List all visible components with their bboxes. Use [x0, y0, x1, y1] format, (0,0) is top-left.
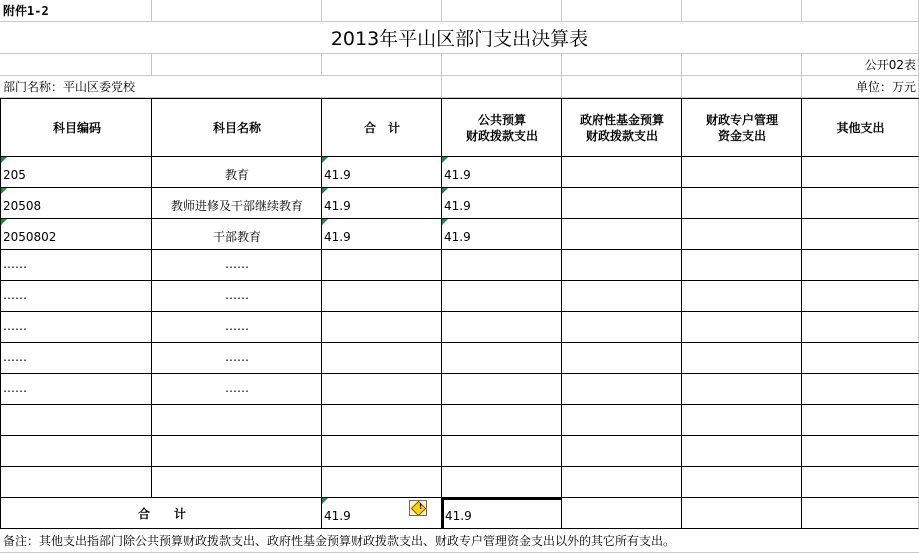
- cell-empty[interactable]: [322, 0, 442, 22]
- cell-special[interactable]: [682, 405, 802, 436]
- cell-code[interactable]: [0, 405, 152, 436]
- green-triangle-icon: [322, 219, 328, 225]
- cell-gov-fund[interactable]: [562, 219, 682, 250]
- green-triangle-icon: [1, 188, 7, 194]
- cell-gov-fund[interactable]: [562, 312, 682, 343]
- cell-empty[interactable]: [152, 54, 322, 76]
- cell-special[interactable]: [682, 219, 802, 250]
- cell-special[interactable]: [682, 343, 802, 374]
- header-special-line2: 资金支出: [717, 129, 766, 143]
- cell-total-value: 41.9: [324, 168, 351, 182]
- cell-total[interactable]: [322, 157, 442, 188]
- cell-other[interactable]: [802, 436, 919, 467]
- cell-gov-fund[interactable]: [562, 374, 682, 405]
- table-row: [0, 250, 919, 281]
- cell-total-value: 41.9: [324, 199, 351, 213]
- cell-code[interactable]: [0, 467, 152, 498]
- header-code-label: 科目编码: [52, 121, 101, 135]
- header-total[interactable]: [322, 99, 442, 157]
- cell-gov-fund[interactable]: [562, 405, 682, 436]
- cell-name[interactable]: [152, 188, 322, 219]
- header-special-line1: 财政专户管理: [705, 113, 778, 127]
- cell-code[interactable]: [0, 374, 152, 405]
- cell-name[interactable]: [152, 312, 322, 343]
- total-gov-fund-cell[interactable]: [562, 498, 682, 529]
- cell-empty[interactable]: [562, 76, 682, 98]
- table-row: [0, 374, 919, 405]
- cell-code-value: ……: [3, 288, 27, 302]
- cell-title[interactable]: [0, 22, 919, 54]
- cell-total[interactable]: [322, 281, 442, 312]
- cell-gov-fund[interactable]: [562, 343, 682, 374]
- table-row: [0, 343, 919, 374]
- cell-public[interactable]: [442, 157, 562, 188]
- cell-unit[interactable]: [802, 76, 919, 98]
- cell-special[interactable]: [682, 250, 802, 281]
- cell-other[interactable]: [802, 405, 919, 436]
- cell-other[interactable]: [802, 312, 919, 343]
- cell-public[interactable]: [442, 343, 562, 374]
- cell-code-value: ……: [3, 350, 27, 364]
- cell-empty[interactable]: [562, 0, 682, 22]
- table-total-row: [0, 498, 919, 529]
- cell-other[interactable]: [802, 281, 919, 312]
- cell-code[interactable]: [0, 281, 152, 312]
- page-title: 2013年平山区部门支出决算表: [330, 28, 589, 50]
- cell-other[interactable]: [802, 219, 919, 250]
- cell-total[interactable]: [322, 436, 442, 467]
- cell-total[interactable]: [322, 374, 442, 405]
- cell-footnote[interactable]: [0, 529, 919, 553]
- cell-code[interactable]: [0, 250, 152, 281]
- table-row: [0, 436, 919, 467]
- cell-name[interactable]: [152, 219, 322, 250]
- table-row: [0, 467, 919, 498]
- cell-gov-fund[interactable]: [562, 250, 682, 281]
- cell-public[interactable]: [442, 219, 562, 250]
- cell-public[interactable]: [442, 188, 562, 219]
- cell-gov-fund[interactable]: [562, 436, 682, 467]
- cell-empty[interactable]: [442, 0, 562, 22]
- header-public-budget[interactable]: [442, 99, 562, 157]
- table-header-row: [0, 98, 919, 157]
- cell-code-value: ……: [3, 381, 27, 395]
- cell-name-value: 教育: [224, 168, 249, 182]
- form-number: 公开02表: [864, 58, 916, 72]
- cell-empty[interactable]: [322, 76, 442, 98]
- green-triangle-icon: [322, 157, 328, 163]
- green-triangle-icon: [442, 219, 448, 225]
- header-other-label: 其他支出: [836, 121, 885, 135]
- table-row: [0, 281, 919, 312]
- cell-form-no[interactable]: [802, 54, 919, 76]
- cell-name-value: 干部教育: [212, 230, 261, 244]
- cell-total[interactable]: [322, 467, 442, 498]
- cell-empty[interactable]: [152, 0, 322, 22]
- table-row: [0, 157, 919, 188]
- header-total-label: 合 计: [363, 121, 400, 135]
- cell-code[interactable]: [0, 219, 152, 250]
- cell-public[interactable]: [442, 374, 562, 405]
- green-triangle-icon: [322, 498, 328, 504]
- table-row: [0, 405, 919, 436]
- header-gov-fund[interactable]: [562, 99, 682, 157]
- cell-special[interactable]: [682, 188, 802, 219]
- green-triangle-icon: [1, 157, 7, 163]
- header-public-budget-line2: 财政拨款支出: [465, 129, 538, 143]
- cell-total-value: 41.9: [324, 230, 351, 244]
- cell-name[interactable]: [152, 157, 322, 188]
- total-public-amount: 41.9: [445, 509, 472, 523]
- header-name[interactable]: [152, 99, 322, 157]
- cell-public[interactable]: [442, 281, 562, 312]
- footnote: 备注：其他支出指部门除公共预算财政拨款支出、政府性基金预算财政拨款支出、财政专户管理资金支出以外的其它所有支出。: [3, 534, 676, 548]
- cell-public[interactable]: [442, 312, 562, 343]
- header-public-budget-line1: 公共预算: [477, 113, 526, 127]
- cell-name[interactable]: [152, 343, 322, 374]
- cell-public[interactable]: [442, 250, 562, 281]
- row-form-no: [0, 54, 919, 76]
- cell-other[interactable]: [802, 157, 919, 188]
- cell-special[interactable]: [682, 374, 802, 405]
- cell-gov-fund[interactable]: [562, 467, 682, 498]
- header-gov-fund-line2: 财政拨款支出: [585, 129, 658, 143]
- table-row: [0, 188, 919, 219]
- department-name: 部门名称：平山区委党校: [3, 80, 136, 94]
- cell-code[interactable]: [0, 343, 152, 374]
- green-triangle-icon: [442, 157, 448, 163]
- cell-special[interactable]: [682, 436, 802, 467]
- total-amount-cell[interactable]: [322, 498, 442, 529]
- unit-label: 单位：万元: [855, 80, 916, 94]
- cell-name-value: 教师进修及干部继续教育: [170, 199, 303, 213]
- cell-public-value: 41.9: [444, 168, 471, 182]
- cell-total[interactable]: [322, 405, 442, 436]
- total-other-cell[interactable]: [802, 498, 919, 529]
- cell-name-value: ……: [225, 319, 249, 333]
- cell-attachment[interactable]: [0, 0, 152, 22]
- cell-total[interactable]: [322, 188, 442, 219]
- header-gov-fund-line1: 政府性基金预算: [579, 113, 664, 127]
- header-other[interactable]: [802, 99, 919, 157]
- cell-other[interactable]: [802, 374, 919, 405]
- cell-name[interactable]: [152, 250, 322, 281]
- cell-dept[interactable]: [0, 76, 322, 98]
- row-dept: [0, 76, 919, 98]
- cell-empty[interactable]: [682, 54, 802, 76]
- cell-name[interactable]: [152, 405, 322, 436]
- cell-empty[interactable]: [802, 0, 919, 22]
- total-amount: 41.9: [324, 509, 351, 523]
- cell-special[interactable]: [682, 157, 802, 188]
- cell-public[interactable]: [442, 405, 562, 436]
- total-special-cell[interactable]: [682, 498, 802, 529]
- header-name-label: 科目名称: [212, 121, 261, 135]
- cell-empty[interactable]: [0, 54, 152, 76]
- cell-code[interactable]: [0, 188, 152, 219]
- total-label: 合 计: [137, 507, 186, 521]
- cell-empty[interactable]: [322, 54, 442, 76]
- row-title: [0, 22, 919, 54]
- cell-gov-fund[interactable]: [562, 188, 682, 219]
- table-row: [0, 312, 919, 343]
- row-attachment: [0, 0, 919, 22]
- cell-empty[interactable]: [682, 76, 802, 98]
- cell-name-value: ……: [225, 257, 249, 271]
- cell-code[interactable]: [0, 436, 152, 467]
- warning-diamond-icon[interactable]: !: [409, 500, 427, 516]
- header-special-account[interactable]: [682, 99, 802, 157]
- cell-special[interactable]: [682, 281, 802, 312]
- cell-code[interactable]: [0, 157, 152, 188]
- table-row: [0, 219, 919, 250]
- green-triangle-icon: [442, 188, 448, 194]
- cell-special[interactable]: [682, 312, 802, 343]
- cell-total[interactable]: [322, 343, 442, 374]
- cell-public[interactable]: [442, 467, 562, 498]
- cell-other[interactable]: [802, 250, 919, 281]
- cell-public-value: 41.9: [444, 230, 471, 244]
- green-triangle-icon: [322, 188, 328, 194]
- cell-other[interactable]: [802, 343, 919, 374]
- row-footnote: [0, 529, 919, 553]
- cell-name-value: ……: [225, 288, 249, 302]
- cell-name[interactable]: [152, 436, 322, 467]
- cell-name-value: ……: [225, 381, 249, 395]
- cell-name-value: ……: [225, 350, 249, 364]
- cell-empty[interactable]: [442, 54, 562, 76]
- cell-name[interactable]: [152, 374, 322, 405]
- cell-public-value: 41.9: [444, 199, 471, 213]
- cell-total[interactable]: [322, 219, 442, 250]
- cell-code-value: ……: [3, 257, 27, 271]
- cell-other[interactable]: [802, 188, 919, 219]
- cell-code-value: 2050802: [3, 230, 57, 244]
- cell-special[interactable]: [682, 467, 802, 498]
- attachment-label: 附件1-2: [3, 4, 49, 18]
- cell-empty[interactable]: [682, 0, 802, 22]
- cell-code[interactable]: [0, 312, 152, 343]
- cell-public[interactable]: [442, 436, 562, 467]
- green-triangle-icon: [1, 219, 7, 225]
- total-public-cell[interactable]: [442, 498, 562, 529]
- cell-total[interactable]: [322, 312, 442, 343]
- cell-gov-fund[interactable]: [562, 281, 682, 312]
- cell-code-value: 205: [3, 168, 26, 182]
- cell-empty[interactable]: [562, 54, 682, 76]
- header-code[interactable]: [0, 99, 152, 157]
- total-label-cell[interactable]: [0, 498, 322, 529]
- cell-empty[interactable]: [442, 76, 562, 98]
- cell-gov-fund[interactable]: [562, 157, 682, 188]
- cell-code-value: ……: [3, 319, 27, 333]
- cell-name[interactable]: [152, 467, 322, 498]
- cell-other[interactable]: [802, 467, 919, 498]
- cell-total[interactable]: [322, 250, 442, 281]
- cell-code-value: 20508: [3, 199, 42, 213]
- cell-name[interactable]: [152, 281, 322, 312]
